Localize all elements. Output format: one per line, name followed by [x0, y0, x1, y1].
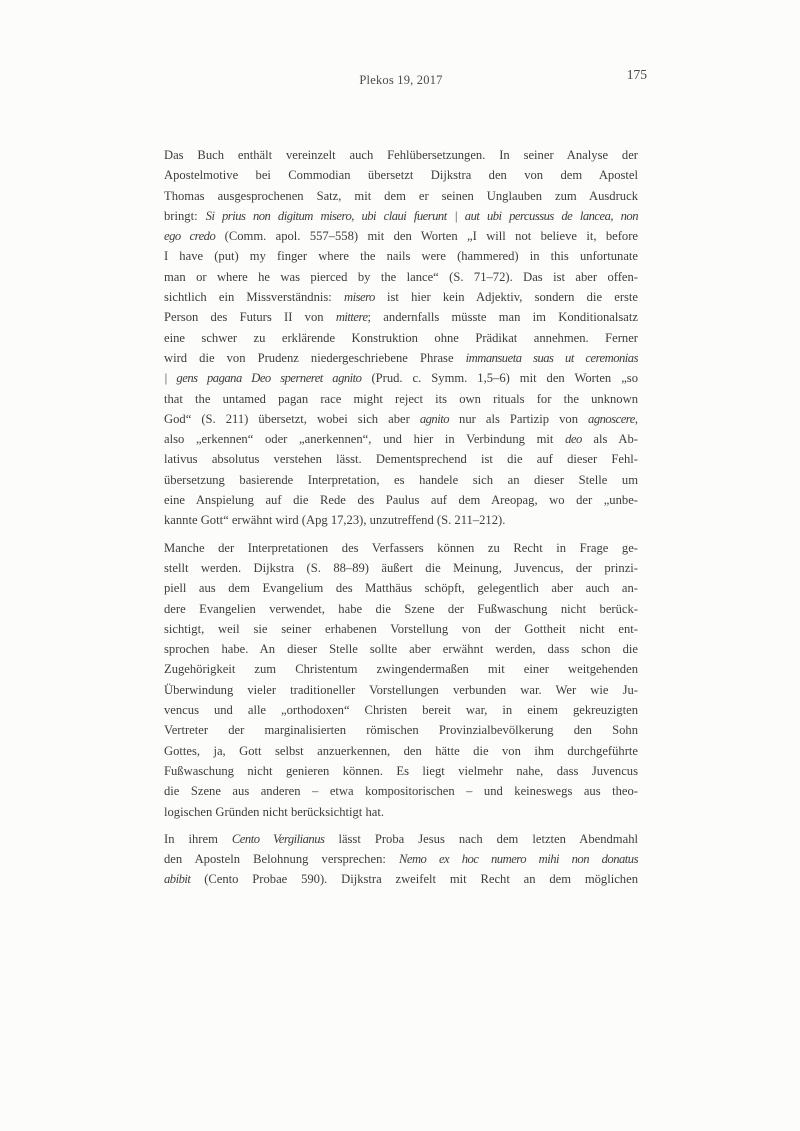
text-segment: sichtigt, weil sie seiner erhabenen Vorstellung von der Gottheit nicht ent-	[164, 621, 638, 636]
text-segment: den Aposteln Belohnung versprechen:	[164, 852, 399, 867]
italic-text-segment: Cento Vergilianus	[231, 831, 325, 846]
text-line	[164, 307, 638, 327]
text-segment: also „erkennen“ oder „anerkennen“, und hier in Verbindung mit	[164, 432, 566, 447]
text-segment: Apostelmotive bei Commodian übersetzt Dijkstra den von dem Apostel	[164, 168, 638, 183]
text-line	[164, 680, 638, 700]
text-segment: Zugehörigkeit zum Christentum zwingendermaßen mit einer weitgehenden	[164, 662, 638, 677]
text-line	[164, 287, 638, 307]
text-line	[164, 741, 638, 761]
italic-text-segment: deo	[565, 432, 582, 447]
text-segment: eine Anspielung auf die Rede des Paulus auf dem Areopag, wo der „unbe-	[164, 493, 638, 508]
text-segment: Thomas ausgesprochenen Satz, mit dem er seinen Unglauben zum Ausdruck	[164, 188, 638, 203]
italic-text-segment: misero	[343, 290, 375, 305]
text-segment: ist hier kein Adjektiv, sondern die erste	[374, 290, 639, 305]
text-line	[164, 829, 638, 849]
text-segment: ,	[634, 411, 638, 426]
text-segment: God“ (S. 211) übersetzt, wobei sich aber	[164, 411, 420, 426]
text-segment: lativus absolutus verstehen lässt. Dementsprechend ist die auf dieser Fehl-	[164, 452, 638, 467]
text-line	[164, 781, 638, 801]
text-segment: (Comm. apol. 557–558) mit den Worten „I will not believe it, before	[215, 229, 639, 244]
text-segment: nur als Partizip von	[449, 411, 589, 426]
italic-text-segment: mittere	[335, 310, 368, 325]
text-segment: Vertreter der marginalisierten römischen Provinzialbevölkerung den Sohn	[164, 723, 638, 738]
text-segment: (Cento Probae 590). Dijkstra zweifelt mit Recht an dem möglichen	[190, 872, 638, 887]
text-line	[164, 510, 638, 530]
italic-text-segment: agnoscere	[588, 411, 635, 426]
paragraph	[164, 538, 638, 822]
text-segment: Fußwaschung nicht genieren können. Es liegt vielmehr nahe, dass Juvencus	[164, 763, 638, 778]
text-line	[164, 186, 638, 206]
text-segment: Person des Futurs II von	[164, 310, 336, 325]
text-line	[164, 348, 638, 368]
journal-title: Plekos 19, 2017	[359, 73, 443, 87]
text-line	[164, 700, 638, 720]
text-segment: piell aus dem Evangelium des Matthäus schöpft, gelegentlich aber auch an-	[164, 581, 638, 596]
text-line	[164, 659, 638, 679]
text-segment: ; andernfalls müsste man im Konditionalsatz	[367, 310, 638, 325]
text-line	[164, 619, 638, 639]
text-line	[164, 490, 638, 510]
text-line	[164, 368, 638, 388]
text-line	[164, 409, 638, 429]
text-segment: bringt:	[164, 208, 206, 223]
text-segment: Gottes, ja, Gott selbst anzuerkennen, den hätte die von ihm durchgeführte	[164, 743, 638, 758]
text-segment: Das Buch enthält vereinzelt auch Fehlübersetzungen. In seiner Analyse der	[164, 148, 638, 162]
text-line	[164, 538, 638, 558]
text-segment: die Szene aus anderen – etwa kompositorischen – und keineswegs aus theo-	[164, 784, 638, 799]
text-segment: (Prud. c. Symm. 1,5–6) mit den Worten „so	[361, 371, 638, 386]
page-number: 175	[626, 67, 647, 82]
text-line	[164, 802, 638, 822]
text-segment: Manche der Interpretationen des Verfassers können zu Recht in Frage ge-	[164, 540, 638, 555]
body-text	[164, 145, 638, 890]
text-segment: logischen Gründen nicht berücksichtigt hat.	[164, 804, 384, 819]
text-line	[164, 206, 638, 226]
text-line	[164, 849, 638, 869]
page-content	[164, 67, 647, 890]
text-segment: eine schwer zu erklärende Konstruktion ohne Prädikat annehmen. Ferner	[164, 330, 638, 345]
italic-text-segment: agnito	[419, 411, 450, 426]
text-line	[164, 246, 638, 266]
text-segment: Überwindung vieler traditioneller Vorstellungen verbunden war. Wer wie Ju-	[164, 682, 638, 697]
text-line	[164, 639, 638, 659]
paragraph	[164, 829, 638, 890]
text-line	[164, 429, 638, 449]
text-segment: I have (put) my finger where the nails were (hammered) in this unfortunate	[164, 249, 638, 264]
italic-text-segment: | gens pagana Deo sperneret agnito	[164, 371, 362, 386]
text-line	[164, 578, 638, 598]
italic-text-segment: abibit	[164, 872, 191, 887]
text-line	[164, 558, 638, 578]
text-line	[164, 470, 638, 490]
paragraph	[164, 145, 638, 531]
text-segment: als Ab-	[581, 432, 638, 447]
italic-text-segment: Si prius non digitum misero, ubi claui fuerunt | aut ubi percussus de lancea, non	[205, 208, 638, 223]
text-line	[164, 869, 638, 889]
text-segment: kannte Gott“ erwähnt wird (Apg 17,23), unzutreffend (S. 211–212).	[164, 513, 506, 528]
text-segment: sprochen habe. An dieser Stelle sollte aber erwähnt werden, dass schon die	[164, 642, 638, 657]
text-segment: sichtlich ein Missverständnis:	[164, 290, 344, 305]
text-line	[164, 720, 638, 740]
text-line	[164, 226, 638, 246]
text-segment: lässt Proba Jesus nach dem letzten Abendmahl	[324, 831, 638, 846]
italic-text-segment: immansueta suas ut ceremonias	[465, 350, 638, 365]
text-line	[164, 599, 638, 619]
text-segment: In ihrem	[164, 831, 232, 846]
text-segment: vencus und alle „orthodoxen“ Christen bereit war, in einem gekreuzigten	[164, 703, 638, 718]
text-line	[164, 449, 638, 469]
text-line	[164, 328, 638, 348]
text-segment: wird die von Prudenz niedergeschriebene Phrase	[164, 350, 466, 365]
italic-text-segment: Nemo ex hoc numero mihi non donatus	[398, 852, 638, 867]
text-line	[164, 389, 638, 409]
text-line	[164, 165, 638, 185]
text-segment: übersetzung basierende Interpretation, es handele sich an dieser Stelle um	[164, 472, 638, 487]
text-line	[164, 761, 638, 781]
text-segment: that the untamed pagan race might reject its own rituals for the unknown	[164, 391, 638, 406]
italic-text-segment: ego credo	[164, 229, 216, 244]
text-line	[164, 267, 638, 287]
text-segment: man or where he was pierced by the lance“ (S. 71–72). Das ist aber offen-	[164, 269, 638, 284]
text-segment: dere Evangelien verwendet, habe die Szene der Fußwaschung nicht berück-	[164, 601, 638, 616]
text-segment: stellt werden. Dijkstra (S. 88–89) äußert die Meinung, Juvencus, der prinzi-	[164, 560, 638, 575]
running-head	[164, 67, 647, 89]
text-line	[164, 145, 638, 165]
